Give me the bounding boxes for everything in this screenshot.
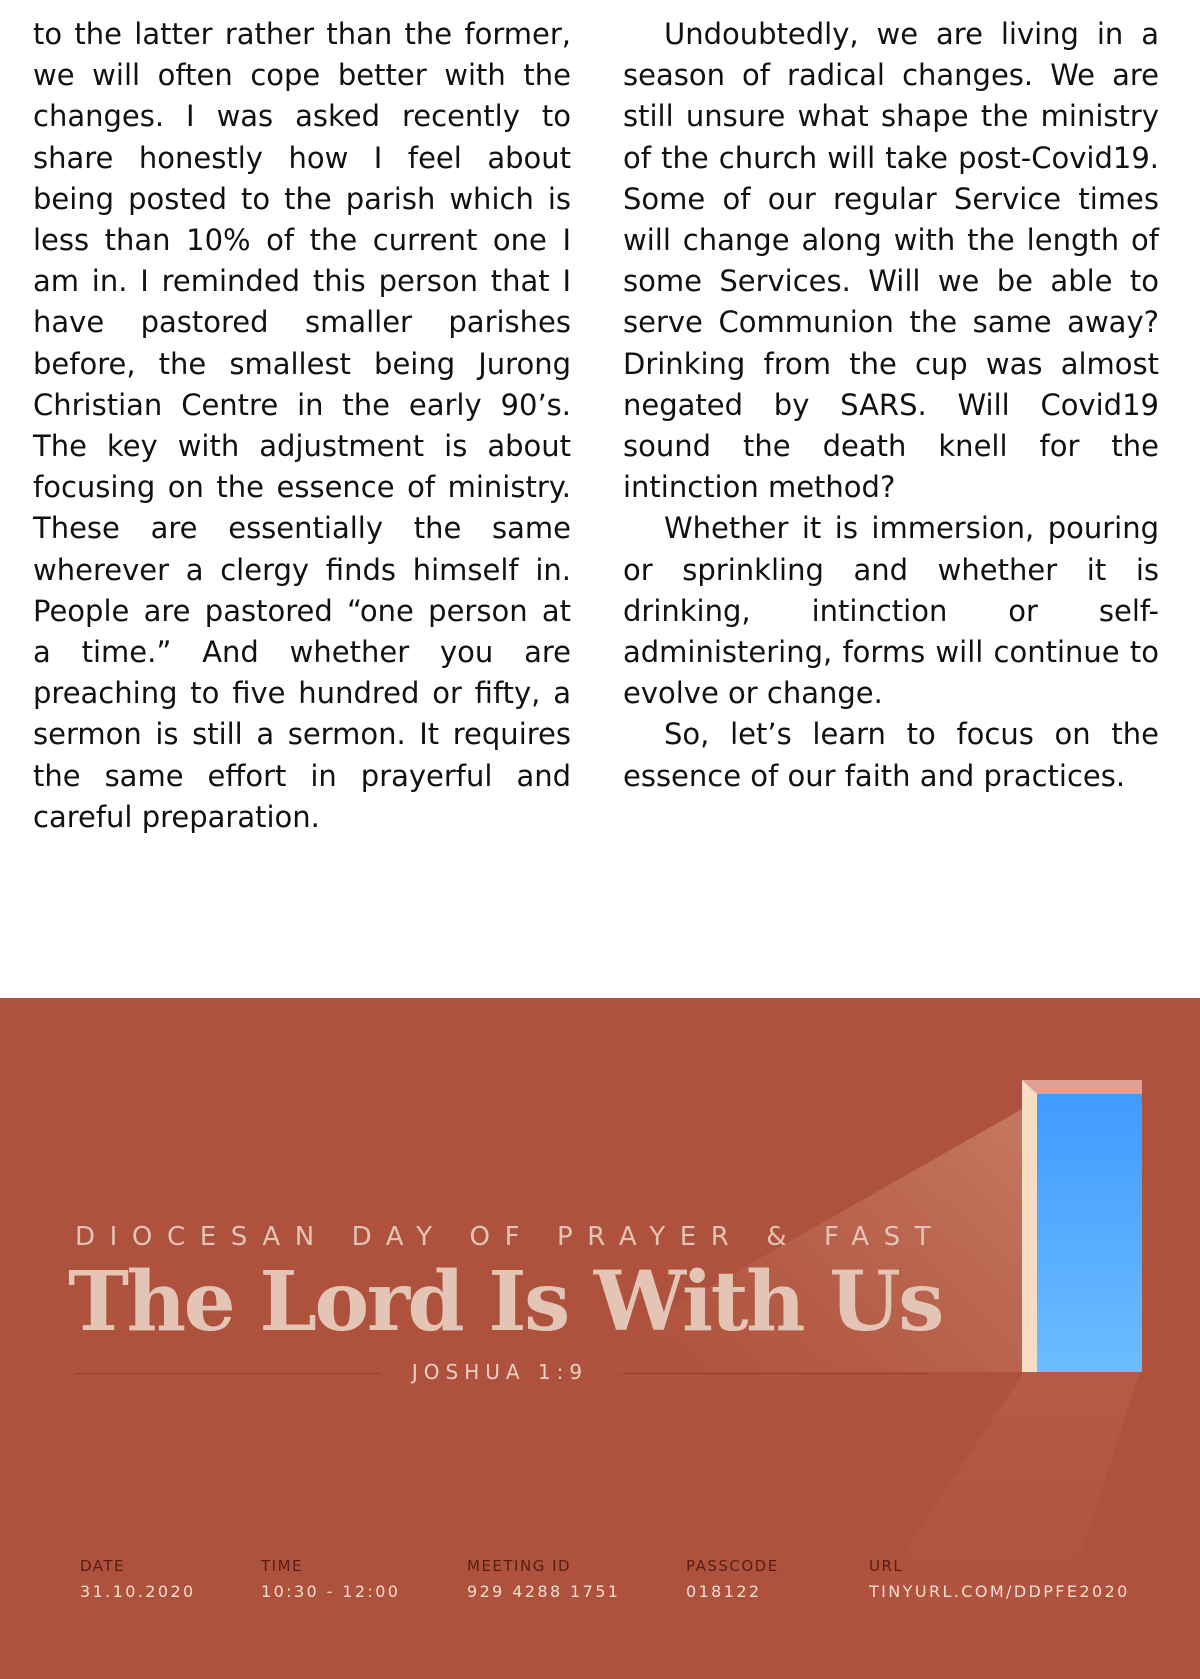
divider [622, 1373, 927, 1374]
article-column-left [33, 14, 571, 838]
url-link[interactable]: TINYURL.COM/DDPFE2020 [869, 1582, 1130, 1601]
time-info [261, 1556, 400, 1603]
meeting-id-label: MEETING ID [467, 1557, 572, 1575]
event-banner [0, 998, 1200, 1679]
url-label: URL [869, 1557, 904, 1575]
date-info [80, 1556, 196, 1603]
article-body [0, 14, 1200, 854]
banner-title: The Lord Is With Us [68, 1254, 942, 1350]
article-paragraph: Undoubtedly, we are living in a season of radical changes. We are still unsure what shape the ministry of the church will take post-Covid19. Some of our regular Service times will change along with the length of some Services. Will we be able to serve Communion the same away? Drinking from the cup was almost negated by SARS. Will Covid19 sound the death knell for the intinction method? [623, 17, 1159, 505]
passcode-value: 018122 [686, 1582, 762, 1601]
door-sky [1037, 1094, 1142, 1372]
passcode-label: PASSCODE [686, 1557, 779, 1575]
divider [75, 1373, 380, 1374]
passcode-info [686, 1556, 779, 1603]
scripture-reference: JOSHUA 1:9 [411, 1360, 589, 1384]
banner-subtitle: DIOCESAN DAY OF PRAYER & FAST [75, 1222, 946, 1252]
meeting-id-info [467, 1556, 620, 1603]
floor-light [820, 1372, 1140, 1679]
article-column-right [623, 14, 1159, 797]
time-value: 10:30 - 12:00 [261, 1582, 401, 1601]
door-top-frame [1022, 1080, 1142, 1094]
article-paragraph: to the latter rather than the former, we will often cope better with the changes. I was asked recently to share honestly how I feel about being posted to the parish which is less than 10% of the current one I am in. I reminded this person that I have pastored smaller parishes before, the smallest being Jurong Christian Centre in the early 90’s. The key with adjustment is about focusing on the essence of ministry. These are essentially the same wherever a clergy finds himself in. People are pastored “one person at a time.” And whether you are preaching to five hundred or fifty, a sermon is still a sermon. It requires the same effort in prayerful and careful preparation. [33, 17, 571, 834]
article-paragraph: Whether it is immersion, pouring or sprinkling and whether it is drinking, intinction or self-administering, forms will continue to evolve or change. [623, 511, 1159, 711]
date-value: 31.10.2020 [80, 1582, 196, 1601]
date-label: DATE [80, 1557, 126, 1575]
time-label: TIME [261, 1557, 304, 1575]
door-side-frame [1022, 1080, 1037, 1372]
article-paragraph: So, let’s learn to focus on the essence of our faith and practices. [623, 717, 1159, 793]
url-info [869, 1556, 1130, 1603]
meeting-id-value: 929 4288 1751 [467, 1582, 621, 1601]
